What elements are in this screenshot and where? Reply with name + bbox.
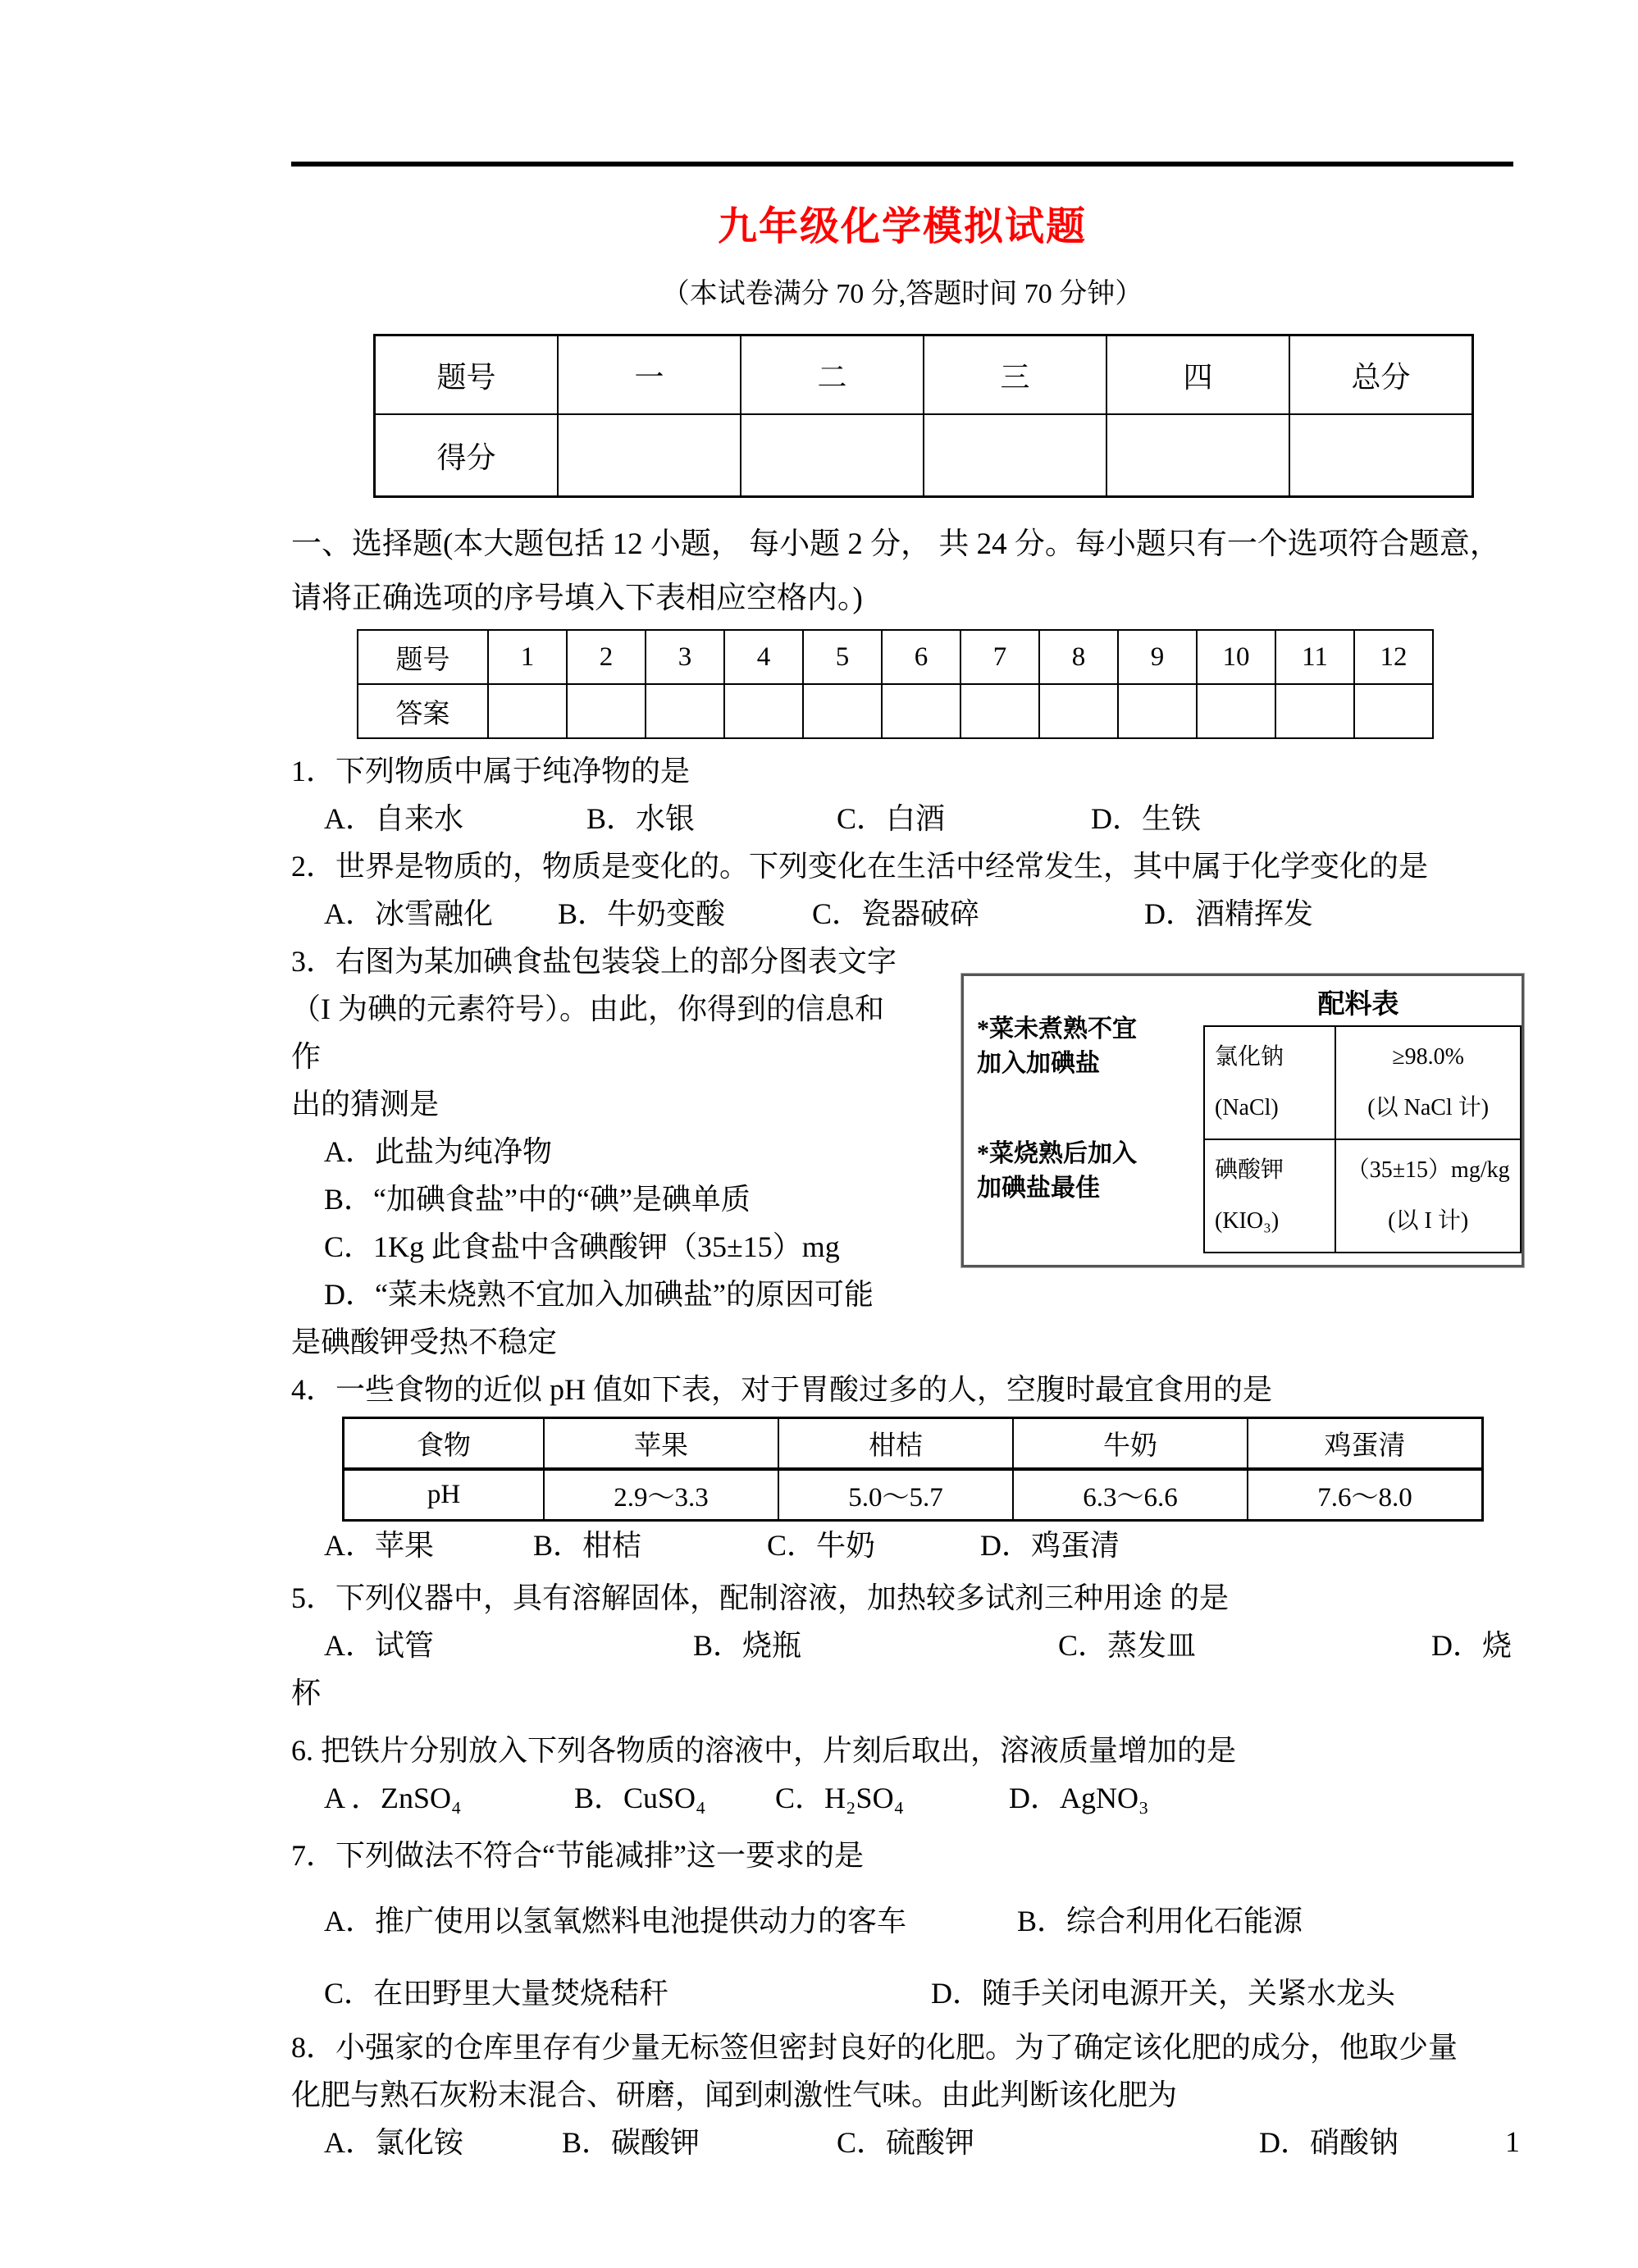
question-3-stem-line1: 3．右图为某加碘食盐包装袋上的部分图表文字 <box>291 945 897 978</box>
ingredient-name: 碘酸钾 <box>1215 1157 1284 1183</box>
salt-label-note-1-line1: *菜未煮熟不宜 <box>977 1015 1137 1043</box>
page-number: 1 <box>1505 2125 1520 2158</box>
answer-table-answer-row <box>358 684 1433 738</box>
question-5 <box>291 1574 1513 1717</box>
question-7-option-b: B．综合利用化石能源 <box>1017 1905 1303 1937</box>
answer-number-cell: 6 <box>882 630 960 684</box>
score-cell-empty <box>924 414 1106 497</box>
question-6-option-a: A ．ZnSO₄ <box>324 1782 462 1814</box>
question-3-stem-line2: （I 为碘的元素符号）。由此，你得到的信息和 <box>291 993 884 1025</box>
question-3-option-d-continuation: 是碘酸钾受热不稳定 <box>291 1326 558 1358</box>
question-3-stem-line3: 作 <box>291 1040 322 1073</box>
score-header-cell: 题号 <box>375 335 559 415</box>
question-7-option-c: C．在田野里大量焚烧秸秆 <box>324 1977 669 2010</box>
question-3-option-a: A．此盐为纯净物 <box>324 1135 552 1168</box>
question-7 <box>291 1832 1513 2017</box>
ph-table-header-cell: 牛奶 <box>1013 1418 1248 1470</box>
section-1-heading <box>291 518 1513 626</box>
ph-table-value-cell: pH <box>344 1469 545 1521</box>
ingredient-basis: (以 I 计) <box>1388 1208 1469 1234</box>
ph-table-header-cell: 柑桔 <box>778 1418 1013 1470</box>
salt-label-note-2-line2: 加碘盐最佳 <box>977 1175 1100 1202</box>
question-1-options <box>291 795 1513 842</box>
ph-table-header-cell: 食物 <box>344 1418 545 1470</box>
question-7-stem: 7．下列做法不符合“节能减排”这一要求的是 <box>291 1839 864 1872</box>
question-7-options-row2 <box>291 1969 1513 2017</box>
answer-number-cell: 3 <box>646 630 724 684</box>
question-4-option-b: B．柑桔 <box>533 1529 642 1562</box>
question-5-options <box>291 1622 1513 1669</box>
question-7-options-row1 <box>291 1897 1513 1945</box>
question-1-option-a: A．自来水 <box>324 802 463 835</box>
ingredient-formula: (NaCl) <box>1215 1095 1279 1120</box>
question-5-option-b: B．烧瓶 <box>693 1629 802 1662</box>
question-1-stem: 1．下列物质中属于纯净物的是 <box>291 755 691 787</box>
score-cell-empty <box>558 414 741 497</box>
question-5-option-c: C．蒸发皿 <box>1058 1629 1197 1662</box>
salt-label-note-1-line2: 加入加碘盐 <box>977 1050 1100 1077</box>
question-8-option-b: B．碳酸钾 <box>562 2126 700 2159</box>
question-2-option-c: C．瓷器破碎 <box>812 897 980 930</box>
ph-table-value-cell: 5.0～5.7 <box>778 1469 1013 1521</box>
answer-cell-empty <box>960 684 1039 738</box>
question-2-options <box>291 890 1513 938</box>
ingredient-amount: ≥98.0% <box>1392 1044 1465 1070</box>
answer-table <box>357 629 1434 739</box>
answer-table-label: 答案 <box>358 684 488 738</box>
score-header-cell: 四 <box>1106 335 1289 415</box>
question-6-option-d: D．AgNO₃ <box>1009 1782 1149 1814</box>
answer-number-cell: 4 <box>724 630 803 684</box>
score-row-label: 得分 <box>375 414 559 497</box>
question-8-option-d: D．硝酸钠 <box>1259 2126 1398 2159</box>
question-8-stem-line2: 化肥与熟石灰粉末混合、研磨，闻到刺激性气味。由此判断该化肥为 <box>291 2079 1178 2111</box>
question-1-option-d: D．生铁 <box>1091 802 1201 835</box>
question-4 <box>291 1366 1513 1569</box>
answer-cell-empty <box>882 684 960 738</box>
ingredients-row-nacl <box>1204 1026 1521 1139</box>
score-header-cell: 二 <box>741 335 924 415</box>
answer-cell-empty <box>1197 684 1275 738</box>
ingredient-value-cell <box>1335 1026 1521 1139</box>
exam-page <box>291 0 1513 2166</box>
answer-cell-empty <box>646 684 724 738</box>
answer-cell-empty <box>803 684 882 738</box>
ph-table-header-cell: 鸡蛋清 <box>1248 1418 1483 1470</box>
answer-cell-empty <box>1354 684 1433 738</box>
question-1-option-b: B．水银 <box>586 802 696 835</box>
question-5-option-a: A．试管 <box>324 1629 434 1662</box>
ingredients-table <box>1203 1025 1522 1253</box>
score-header-cell: 总分 <box>1289 335 1473 415</box>
question-8 <box>291 2024 1513 2166</box>
question-8-option-c: C．硫酸钾 <box>837 2126 975 2159</box>
question-6-stem: 6. 把铁片分别放入下列各物质的溶液中，片刻后取出，溶液质量增加的是 <box>291 1734 1237 1767</box>
ingredient-name-cell <box>1204 1139 1335 1253</box>
question-2-option-b: B．牛奶变酸 <box>558 897 726 930</box>
answer-number-cell: 5 <box>803 630 882 684</box>
ph-table <box>342 1417 1484 1522</box>
answer-number-cell: 11 <box>1275 630 1354 684</box>
ingredient-formula: (KIO₃) <box>1215 1208 1280 1234</box>
ph-table-header-cell: 苹果 <box>544 1418 778 1470</box>
ingredient-value-cell <box>1335 1139 1521 1253</box>
question-3 <box>291 938 1513 1366</box>
answer-number-cell: 12 <box>1354 630 1433 684</box>
question-4-stem: 4．一些食物的近似 pH 值如下表，对于胃酸过多的人，空腹时最宜食用的是 <box>291 1373 1272 1406</box>
ph-table-value-cell: 6.3～6.6 <box>1013 1469 1248 1521</box>
question-5-option-d: D．烧 <box>1431 1629 1512 1662</box>
question-4-option-d: D．鸡蛋清 <box>980 1529 1120 1562</box>
question-8-options <box>291 2119 1513 2166</box>
salt-label-note-2 <box>977 1137 1137 1206</box>
question-6-option-b: B．CuSO₄ <box>574 1782 706 1814</box>
question-7-option-d: D．随手关闭电源开关，关紧水龙头 <box>931 1977 1395 2010</box>
page-title: 九年级化学模拟试题 <box>717 205 1087 249</box>
score-table <box>373 334 1474 498</box>
question-3-stem-line4: 出的猜测是 <box>291 1088 440 1120</box>
header-rule <box>291 162 1513 167</box>
ph-table-value-row <box>344 1469 1483 1521</box>
page-subtitle: （本试卷满分 70 分,答题时间 70 分钟） <box>661 279 1143 309</box>
question-5-option-d-continuation: 杯 <box>291 1677 322 1709</box>
question-5-stem: 5．下列仪器中，具有溶解固体，配制溶液，加热较多试剂三种用途 的是 <box>291 1581 1230 1614</box>
question-6-options <box>291 1774 1513 1822</box>
question-2-option-d: D．酒精挥发 <box>1144 897 1313 930</box>
ingredient-amount: （35±15）mg/kg <box>1346 1157 1510 1183</box>
answer-cell-empty <box>724 684 803 738</box>
answer-cell-empty <box>567 684 646 738</box>
question-3-option-b: B．“加碘食盐”中的“碘”是碘单质 <box>324 1183 751 1216</box>
question-2-stem: 2．世界是物质的，物质是变化的。下列变化在生活中经常发生，其中属于化学变化的是 <box>291 850 1429 883</box>
salt-label-note-2-line1: *菜烧熟后加入 <box>977 1140 1137 1167</box>
question-3-option-d: D．“菜未烧熟不宜加入加碘盐”的原因可能 <box>324 1278 874 1311</box>
ph-table-value-cell: 2.9～3.3 <box>544 1469 778 1521</box>
question-6-option-c: C．H₂SO₄ <box>775 1782 905 1814</box>
ingredient-basis: (以 NaCl 计) <box>1367 1095 1490 1120</box>
ingredients-row-kio3 <box>1204 1139 1521 1253</box>
ingredient-name-cell <box>1204 1026 1335 1139</box>
answer-cell-empty <box>1039 684 1118 738</box>
answer-table-label: 题号 <box>358 630 488 684</box>
question-6 <box>291 1727 1513 1822</box>
score-header-cell: 一 <box>558 335 741 415</box>
question-7-option-a: A．推广使用以氢氧燃料电池提供动力的客车 <box>324 1905 906 1937</box>
question-2-option-a: A．冰雪融化 <box>324 897 493 930</box>
score-table-score-row <box>375 414 1473 497</box>
answer-cell-empty <box>488 684 567 738</box>
question-1 <box>291 747 1513 842</box>
ph-table-value-cell: 7.6～8.0 <box>1248 1469 1483 1521</box>
score-cell-empty <box>1106 414 1289 497</box>
score-cell-empty <box>741 414 924 497</box>
answer-cell-empty <box>1118 684 1197 738</box>
iodized-salt-label-figure <box>961 974 1524 1267</box>
answer-cell-empty <box>1275 684 1354 738</box>
question-3-option-c: C．1Kg 此食盐中含碘酸钾（35±15）mg <box>324 1230 840 1263</box>
section-1-heading-line2: 请将正确选项的序号填入下表相应空格内。) <box>291 582 863 615</box>
answer-number-cell: 8 <box>1039 630 1118 684</box>
score-header-cell: 三 <box>924 335 1106 415</box>
salt-label-note-1 <box>977 1012 1137 1081</box>
score-cell-empty <box>1289 414 1473 497</box>
answer-table-number-row <box>358 630 1433 684</box>
score-table-header-row <box>375 335 1473 415</box>
answer-number-cell: 9 <box>1118 630 1197 684</box>
ph-table-header-row <box>344 1418 1483 1470</box>
ingredients-table-title: 配料表 <box>1317 990 1399 1020</box>
question-8-option-a: A．氯化铵 <box>324 2126 463 2159</box>
question-4-options <box>291 1522 1513 1569</box>
question-1-option-c: C．白酒 <box>837 802 946 835</box>
question-8-stem-line1: 8．小强家的仓库里存有少量无标签但密封良好的化肥。为了确定该化肥的成分，他取少量 <box>291 2031 1458 2064</box>
question-2 <box>291 842 1513 938</box>
answer-number-cell: 1 <box>488 630 567 684</box>
answer-number-cell: 2 <box>567 630 646 684</box>
question-4-option-a: A．苹果 <box>324 1529 434 1562</box>
answer-number-cell: 7 <box>960 630 1039 684</box>
section-1-heading-line1: 一、选择题(本大题包括 12 小题， 每小题 2 分， 共 24 分。每小题只有一个选项符合题意， <box>291 527 1500 561</box>
answer-number-cell: 10 <box>1197 630 1275 684</box>
ingredient-name: 氯化钠 <box>1215 1044 1284 1070</box>
question-4-option-c: C．牛奶 <box>767 1529 876 1562</box>
